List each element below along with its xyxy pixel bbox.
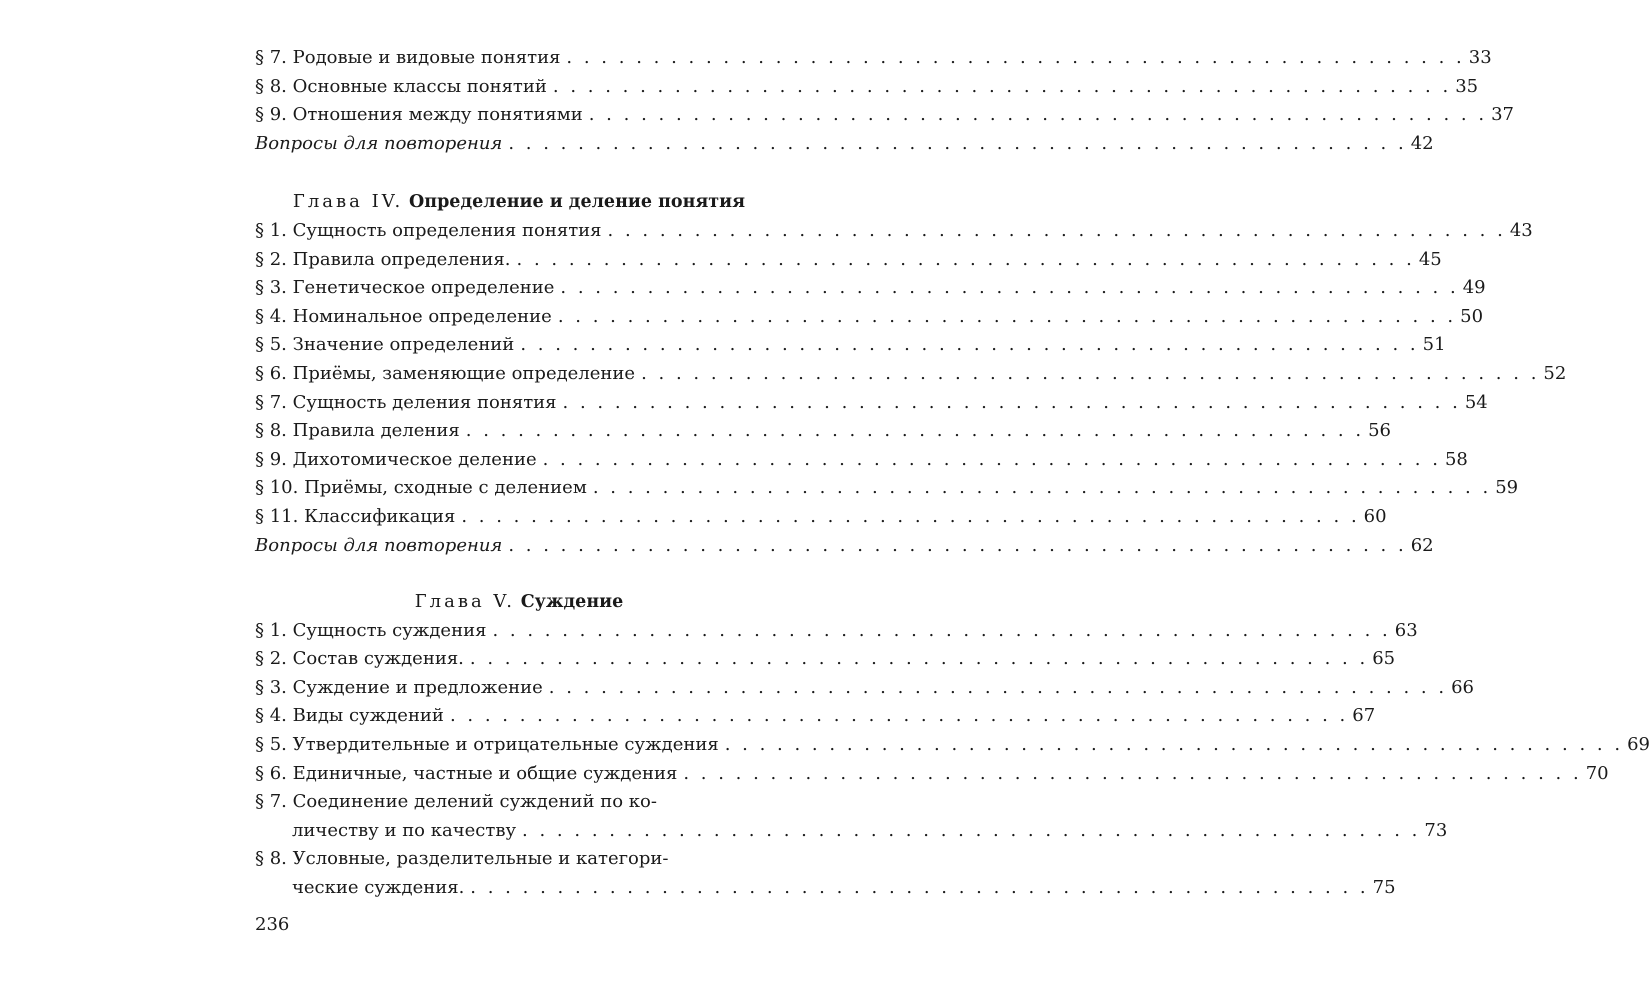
toc-entry-page: 59 bbox=[1495, 477, 1519, 499]
dot-leader: . . . . . . . . . . . . . . . . . . . . . . . . . . . . . . . . . . . . . . . . . . . . . . . . . . . . bbox=[724, 734, 1624, 756]
toc-entry-title: Вопросы для повторения bbox=[255, 132, 503, 154]
dot-leader: . . . . . . . . . . . . . . . . . . . . . . . . . . . . . . . . . . . . . . . . . . . . . . . . . . . . bbox=[461, 505, 1360, 527]
toc-entry-title: § 4. Номинальное определение bbox=[255, 305, 552, 327]
toc-entry bbox=[255, 503, 1387, 532]
dot-leader: . . . . . . . . . . . . . . . . . . . . . . . . . . . . . . . . . . . . . . . . . . . . . . . . . . . . bbox=[560, 277, 1459, 299]
toc-entry-title: § 3. Генетическое определение bbox=[255, 277, 555, 299]
toc-entry bbox=[255, 44, 1492, 73]
toc-entry bbox=[255, 674, 1474, 703]
toc-entry-title: § 9. Отношения между понятиями bbox=[255, 104, 583, 126]
toc-entry-title: § 7. Сущность деления понятия bbox=[255, 391, 557, 413]
toc-entry-page: 60 bbox=[1363, 505, 1387, 527]
toc-entry-title: § 1. Сущность суждения bbox=[255, 619, 487, 641]
toc-entry-title: § 7. Соединение делений суждений по ко- bbox=[255, 791, 657, 813]
toc-entry-page: 67 bbox=[1352, 705, 1376, 727]
dot-leader: . . . . . . . . . . . . . . . . . . . . . . . . . . . . . . . . . . . . . . . . . . . . . . . . . . . . bbox=[508, 132, 1407, 154]
dot-leader: . . . . . . . . . . . . . . . . . . . . . . . . . . . . . . . . . . . . . . . . . . . . . . . . . . . . bbox=[548, 676, 1448, 698]
chapter-heading bbox=[255, 588, 783, 617]
toc-entry bbox=[255, 874, 1396, 903]
toc-entry bbox=[255, 73, 1479, 102]
toc-entry-page: 33 bbox=[1468, 47, 1492, 68]
toc-entry-title: § 2. Правила определения. bbox=[255, 248, 511, 270]
toc-entry-page: 66 bbox=[1451, 676, 1474, 698]
toc-entry-title: § 8. Условные, разделительные и категори- bbox=[255, 848, 669, 870]
toc-entry-title: Вопросы для повторения bbox=[255, 534, 503, 556]
toc-entry-title: § 8. Основные классы понятий bbox=[255, 75, 547, 97]
chapter-title: Суждение bbox=[520, 592, 624, 613]
toc-entry bbox=[255, 702, 1376, 731]
toc-entry-title: § 6. Единичные, частные и общие суждения bbox=[255, 762, 678, 784]
dot-leader: . . . . . . . . . . . . . . . . . . . . . . . . . . . . . . . . . . . . . . . . . . . . . . . . . . . . bbox=[522, 819, 1421, 841]
toc-entry bbox=[255, 360, 1567, 389]
toc-entry-page: 73 bbox=[1424, 819, 1448, 841]
toc-entry bbox=[255, 532, 1434, 561]
toc-entry bbox=[255, 417, 1392, 446]
dot-leader: . . . . . . . . . . . . . . . . . . . . . . . . . . . . . . . . . . . . . . . . . . . . . . . . . . . . bbox=[470, 877, 1369, 899]
dot-leader: . . . . . . . . . . . . . . . . . . . . . . . . . . . . . . . . . . . . . . . . . . . . . . . . . . . . bbox=[516, 248, 1415, 270]
toc-entry-title: § 11. Классификация bbox=[255, 505, 456, 527]
dot-leader: . . . . . . . . . . . . . . . . . . . . . . . . . . . . . . . . . . . . . . . . . . . . . . . . . . . . bbox=[588, 104, 1488, 126]
toc-entry-page: 70 bbox=[1585, 762, 1609, 784]
toc-entry bbox=[255, 617, 1418, 646]
dot-leader: . . . . . . . . . . . . . . . . . . . . . . . . . . . . . . . . . . . . . . . . . . . . . . . . . . . . bbox=[683, 762, 1582, 784]
toc-entry-page: 50 bbox=[1460, 305, 1484, 327]
toc-entry-title: личеству и по качеству bbox=[292, 819, 517, 841]
dot-leader: . . . . . . . . . . . . . . . . . . . . . . . . . . . . . . . . . . . . . . . . . . . . . . . . . . . . bbox=[492, 619, 1391, 641]
toc-entry bbox=[255, 101, 1514, 130]
toc-entry-page: 63 bbox=[1394, 619, 1418, 641]
toc-entry-page: 65 bbox=[1372, 648, 1396, 670]
toc-entry-page: 62 bbox=[1410, 534, 1434, 556]
toc-entry-title: § 8. Правила деления bbox=[255, 420, 460, 442]
page-number: 236 bbox=[255, 914, 290, 935]
toc-entry-page: 45 bbox=[1418, 248, 1442, 270]
dot-leader: . . . . . . . . . . . . . . . . . . . . . . . . . . . . . . . . . . . . . . . . . . . . . . . . . . . . bbox=[592, 477, 1492, 499]
toc-entry-title: § 2. Состав суждения. bbox=[255, 648, 464, 670]
toc-entry-title: § 1. Сущность определения понятия bbox=[255, 219, 602, 241]
toc-entry-page: 56 bbox=[1368, 420, 1392, 442]
toc-entry-title: § 4. Виды суждений bbox=[255, 705, 444, 727]
toc-entry-page: 69 bbox=[1627, 734, 1650, 756]
chapter-label: Глава IV. bbox=[292, 191, 404, 213]
toc-entry-title: § 7. Родовые и видовые понятия bbox=[255, 47, 561, 68]
toc-entry-title: ческие суждения. bbox=[292, 877, 465, 899]
chapter-label: Глава V. bbox=[414, 591, 515, 613]
dot-leader: . . . . . . . . . . . . . . . . . . . . . . . . . . . . . . . . . . . . . . . . . . . . . . . . . . . . bbox=[557, 305, 1457, 327]
dot-leader: . . . . . . . . . . . . . . . . . . . . . . . . . . . . . . . . . . . . . . . . . . . . . . . . . . . . bbox=[465, 420, 1365, 442]
dot-leader: . . . . . . . . . . . . . . . . . . . . . . . . . . . . . . . . . . . . . . . . . . . . . . . . . . . . bbox=[552, 75, 1452, 97]
toc-entry-title: § 5. Утвердительные и отрицательные суждения bbox=[255, 734, 719, 756]
dot-leader: . . . . . . . . . . . . . . . . . . . . . . . . . . . . . . . . . . . . . . . . . . . . . . . . . . . . bbox=[449, 705, 1349, 727]
toc-entry-page: 35 bbox=[1455, 75, 1479, 97]
toc-entry bbox=[255, 474, 1519, 503]
toc-entry-page: 42 bbox=[1410, 132, 1434, 154]
toc-entry bbox=[255, 645, 1396, 674]
table-of-contents bbox=[255, 44, 1650, 903]
dot-leader: . . . . . . . . . . . . . . . . . . . . . . . . . . . . . . . . . . . . . . . . . . . . . . . . . . . . bbox=[520, 334, 1419, 356]
dot-leader: . . . . . . . . . . . . . . . . . . . . . . . . . . . . . . . . . . . . . . . . . . . . . . . . . . . . bbox=[562, 391, 1461, 413]
toc-entry-page: 51 bbox=[1422, 334, 1446, 356]
toc-entry-page: 49 bbox=[1462, 277, 1486, 299]
toc-entry bbox=[255, 130, 1434, 159]
toc-entry-page: 54 bbox=[1464, 391, 1488, 413]
toc-entry-title: § 9. Дихотомическое деление bbox=[255, 448, 537, 470]
dot-leader: . . . . . . . . . . . . . . . . . . . . . . . . . . . . . . . . . . . . . . . . . . . . . . . . . . . . bbox=[542, 448, 1441, 470]
toc-entry bbox=[255, 303, 1484, 332]
dot-leader: . . . . . . . . . . . . . . . . . . . . . . . . . . . . . . . . . . . . . . . . . . . . . . . . . . . . bbox=[607, 219, 1506, 241]
toc-entry bbox=[255, 446, 1468, 475]
toc-entry bbox=[255, 274, 1486, 303]
dot-leader: . . . . . . . . . . . . . . . . . . . . . . . . . . . . . . . . . . . . . . . . . . . . . . . . . . . . bbox=[641, 362, 1540, 384]
dot-leader: . . . . . . . . . . . . . . . . . . . . . . . . . . . . . . . . . . . . . . . . . . . . . . . . . . . . bbox=[566, 47, 1465, 68]
toc-entry bbox=[255, 389, 1488, 418]
toc-entry-title: § 6. Приёмы, заменяющие определение bbox=[255, 362, 636, 384]
toc-entry-title: § 3. Суждение и предложение bbox=[255, 676, 543, 698]
toc-entry bbox=[255, 246, 1442, 275]
chapter-title: Определение и деление понятия bbox=[409, 192, 746, 213]
toc-entry bbox=[255, 217, 1533, 246]
toc-entry-page: 58 bbox=[1444, 448, 1468, 470]
toc-entry-title: § 5. Значение определений bbox=[255, 334, 515, 356]
toc-entry-page: 52 bbox=[1543, 362, 1567, 384]
dot-leader: . . . . . . . . . . . . . . . . . . . . . . . . . . . . . . . . . . . . . . . . . . . . . . . . . . . . bbox=[469, 648, 1369, 670]
toc-entry-title: § 10. Приёмы, сходные с делением bbox=[255, 477, 587, 499]
toc-entry bbox=[255, 731, 1650, 760]
toc-entry-page: 43 bbox=[1509, 219, 1533, 241]
toc-entry-page: 37 bbox=[1491, 104, 1514, 126]
toc-entry bbox=[255, 817, 1448, 846]
toc-entry bbox=[255, 331, 1446, 360]
dot-leader: . . . . . . . . . . . . . . . . . . . . . . . . . . . . . . . . . . . . . . . . . . . . . . . . . . . . bbox=[508, 534, 1407, 556]
toc-entry-page: 75 bbox=[1372, 877, 1396, 899]
chapter-heading bbox=[255, 188, 783, 217]
toc-entry bbox=[255, 760, 1609, 789]
